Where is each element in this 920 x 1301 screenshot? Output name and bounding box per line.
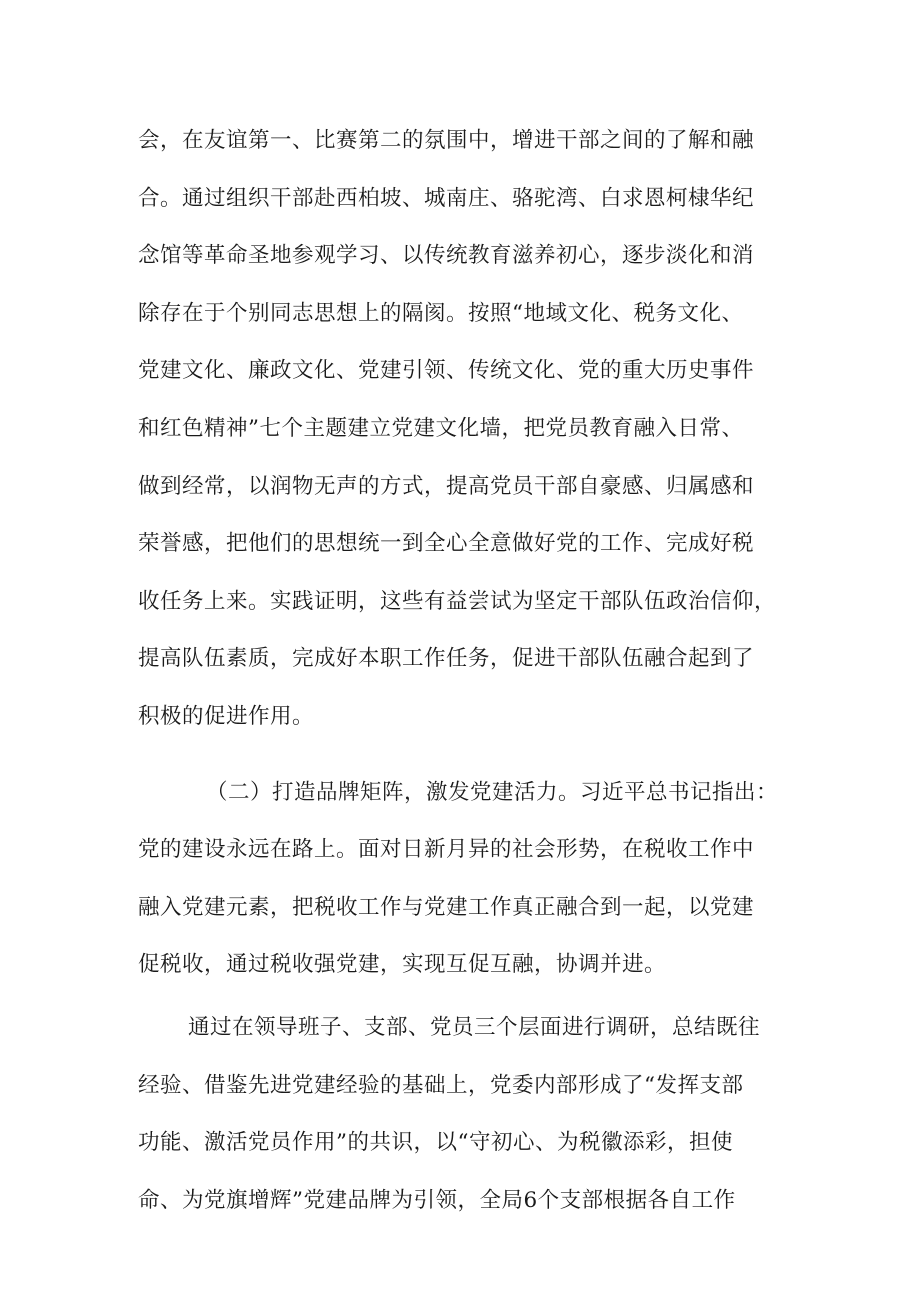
document-body <box>138 112 798 1229</box>
text-line: 功能、激活党员作用”的共识，以“守初心、为税徽添彩，担使 <box>138 1130 733 1156</box>
text-line: 党建文化、廉政文化、党建引领、传统文化、党的重大历史事件 <box>138 358 755 384</box>
paragraph-1 <box>138 112 798 746</box>
text-line: 提高队伍素质，完成好本职工作任务，促进干部队伍融合起到了 <box>138 646 755 672</box>
text-line: 促税收，通过税收强党建，实现互促互融，协调并进。 <box>138 952 667 978</box>
paragraph-3 <box>138 999 798 1229</box>
text-line: （二）打造品牌矩阵，激发党建活力。习近平总书记指出： <box>206 779 779 805</box>
text-line: 荣誉感，把他们的思想统一到全心全意做好党的工作、完成好税 <box>138 531 755 557</box>
text-line: 念馆等革命圣地参观学习、以传统教育滋养初心，逐步淡化和消 <box>138 243 755 269</box>
text-line: 和红色精神”七个主题建立党建文化墙，把党员教育融入日常、 <box>138 415 744 441</box>
text-line: 党的建设永远在路上。面对日新月异的社会形势，在税收工作中 <box>138 837 755 863</box>
text-line: 做到经常，以润物无声的方式，提高党员干部自豪感、归属感和 <box>138 473 755 499</box>
paragraph-spacer <box>138 746 798 764</box>
paragraph-2 <box>138 764 798 994</box>
text-line: 融入党建元素，把税收工作与党建工作真正融合到一起，以党建 <box>138 894 755 920</box>
text-line: 除存在于个别同志思想上的隔阂。按照“地域文化、税务文化、 <box>138 300 744 326</box>
text-line: 合。通过组织干部赴西柏坡、城南庄、骆驼湾、白求恩柯棣华纪 <box>138 185 755 211</box>
text-line: 通过在领导班子、支部、党员三个层面进行调研，总结既往 <box>188 1014 761 1040</box>
text-line: 积极的促进作用。 <box>138 703 315 729</box>
text-line: 会，在友谊第一、比赛第二的氛围中，增进干部之间的了解和融 <box>138 128 755 153</box>
text-line: 经验、借鉴先进党建经验的基础上，党委内部形成了“发挥支部 <box>138 1072 744 1098</box>
text-line: 命、为党旗增辉”党建品牌为引领，全局6个支部根据各自工作 <box>138 1187 736 1213</box>
text-line: 收任务上来。实践证明，这些有益尝试为坚定干部队伍政治信仰， <box>138 588 777 614</box>
